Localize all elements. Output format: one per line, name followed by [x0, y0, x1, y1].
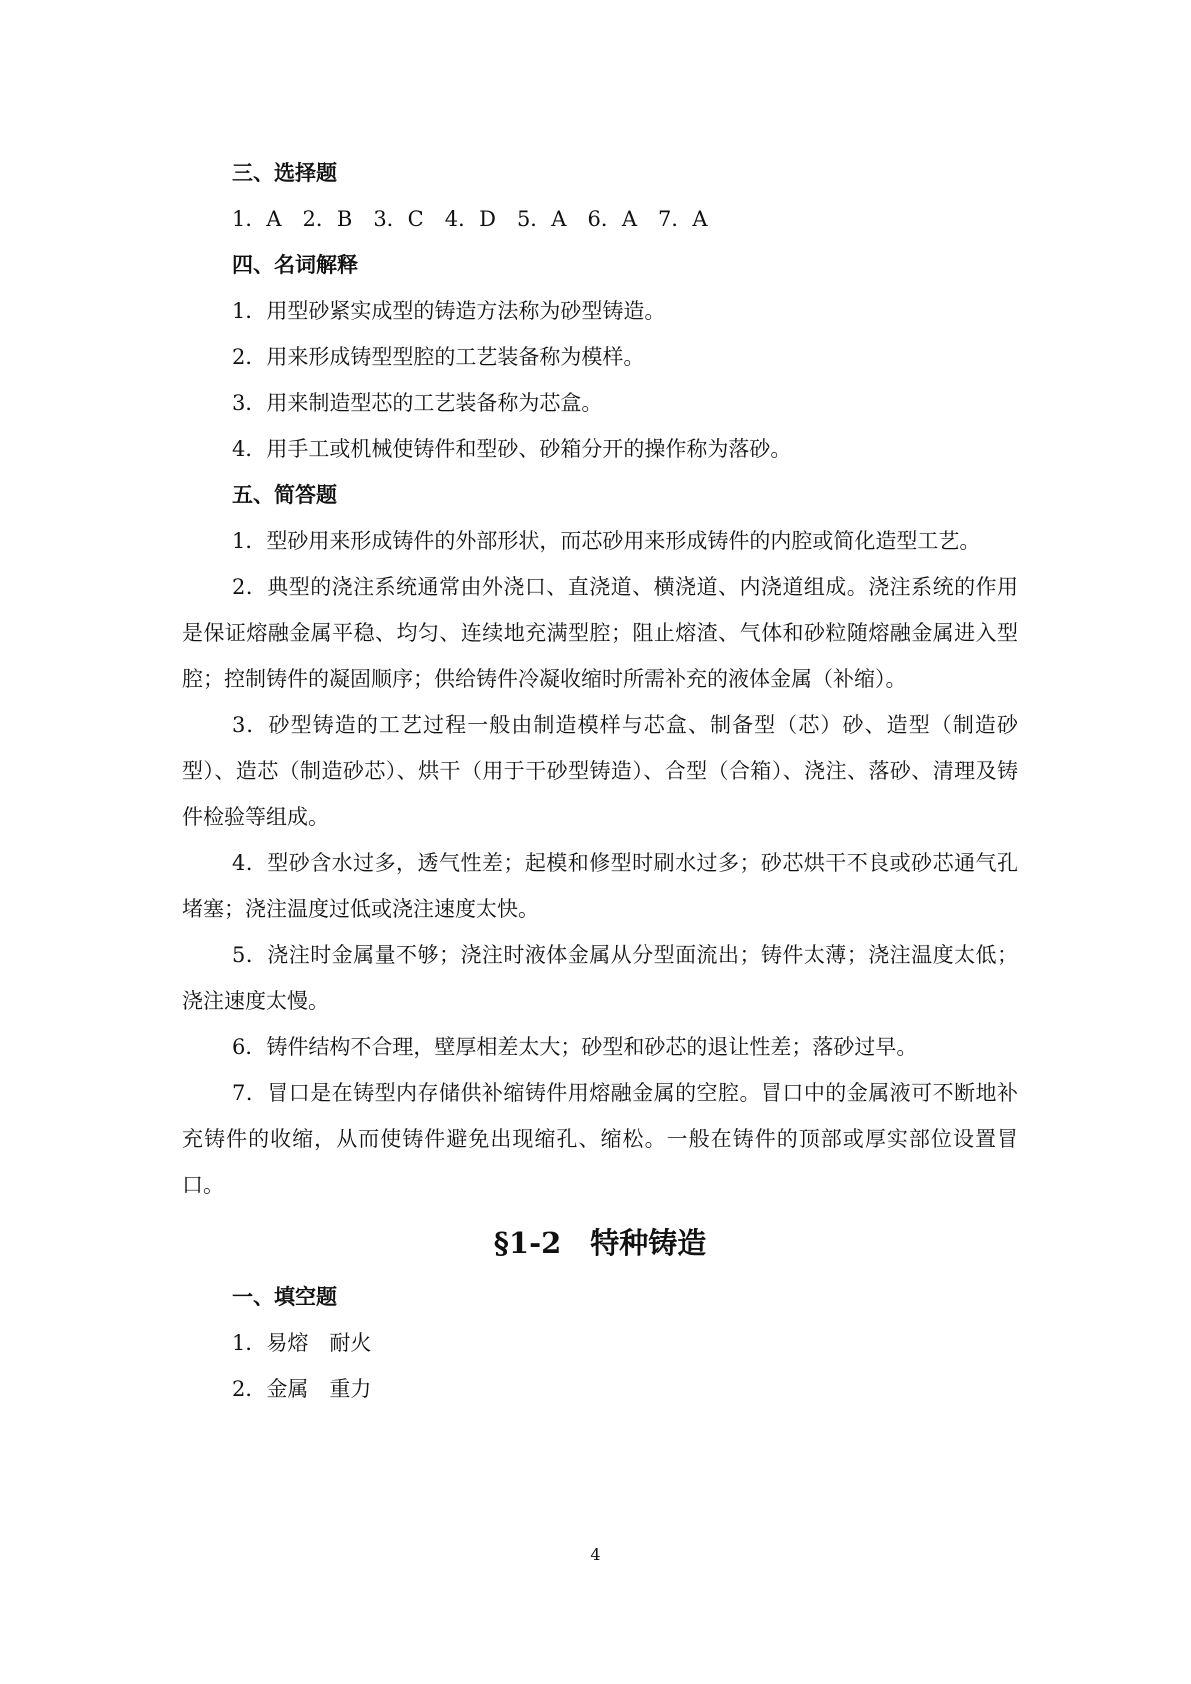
short-answer: 1．型砂用来形成铸件的外部形状，而芯砂用来形成铸件的内腔或简化造型工艺。 — [232, 529, 981, 553]
term-item: 4．用手工或机械使铸件和型砂、砂箱分开的操作称为落砂。 — [232, 437, 792, 461]
term-item: 3．用来制造型芯的工艺装备称为芯盒。 — [232, 391, 603, 415]
section-heading-choice: 三、选择题 — [232, 160, 337, 185]
section-title: §1-2 特种铸造 — [493, 1226, 707, 1260]
term-item: 2．用来形成铸型型腔的工艺装备称为模样。 — [232, 345, 645, 369]
short-answer: 4．型砂含水过多，透气性差；起模和修型时刷水过多；砂芯烘干不良或砂芯通气孔堵塞；浇注温度过低或浇注速度太快。 — [182, 851, 1018, 921]
term-item: 1．用型砂紧实成型的铸造方法称为砂型铸造。 — [232, 299, 666, 323]
fill-item: 2．金属 重力 — [232, 1377, 372, 1401]
short-answer: 6．铸件结构不合理，壁厚相差太大；砂型和砂芯的退让性差；落砂过早。 — [232, 1035, 918, 1059]
short-answer: 5．浇注时金属量不够；浇注时液体金属从分型面流出；铸件太薄；浇注温度太低；浇注速度太慢。 — [182, 943, 1018, 1013]
short-answer: 3．砂型铸造的工艺过程一般由制造模样与芯盒、制备型（芯）砂、造型（制造砂型）、造芯（制造砂芯）、烘干（用于干砂型铸造）、合型（合箱）、浇注、落砂、清理及铸件检验等组成。 — [182, 713, 1018, 829]
page-number: 4 — [590, 1545, 601, 1564]
short-answer: 7．冒口是在铸型内存储供补缩铸件用熔融金属的空腔。冒口中的金属液可不断地补充铸件的收缩，从而使铸件避免出现缩孔、缩松。一般在铸件的顶部或厚实部位设置冒口。 — [182, 1081, 1018, 1197]
page-content — [182, 150, 1018, 1412]
section-heading-fill: 一、填空题 — [232, 1284, 337, 1309]
choice-answers: 1．A 2．B 3．C 4．D 5．A 6．A 7．A — [232, 207, 708, 231]
section-heading-terms: 四、名词解释 — [232, 252, 358, 277]
short-answer: 2．典型的浇注系统通常由外浇口、直浇道、横浇道、内浇道组成。浇注系统的作用是保证熔融金属平稳、均匀、连续地充满型腔；阻止熔渣、气体和砂粒随熔融金属进入型腔；控制铸件的凝固顺序；供给铸件冷凝收缩时所需补充的液体金属（补缩）。 — [182, 575, 1018, 691]
fill-item: 1．易熔 耐火 — [232, 1331, 372, 1355]
section-heading-short: 五、简答题 — [232, 482, 337, 507]
